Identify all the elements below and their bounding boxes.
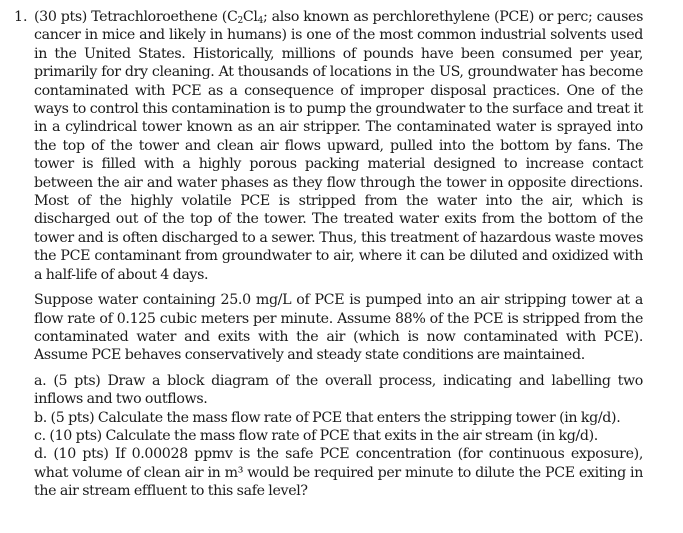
intro-text-rest: ; also known as perchlorethylene (PCE) or perc; causes cancer in mice and likely in humans) is one of the most common industrial solvents used in the United States. Historically, millions of pounds have been consumed per year, primarily for dry cleaning. At thousands of locations in the US, groundwater has become contaminated with PCE as a consequence of improper disposal practices. One of the ways to control this contamination is to pump the groundwater to the surface and treat it in a cylindrical tower known as an air stripper. The contaminated water is sprayed into the top of the tower and clean air flows upward, pulled into the bottom by fans. The tower is filled with a highly porous packing material designed to increase contact between the air and water phases as they flow through the tower in opposite directions. Most of the highly volatile PCE is stripped from the water into the air, which is discharged out of the top of the tower. The treated water exits from the bottom of the tower and is often discharged to a sewer. Thus, this treatment of hazardous waste moves the PCE contaminant from groundwater to air, where it can be diluted and oxidized with a half-life of about 4 days. <box>34 9 643 283</box>
formula-cl: Cl <box>242 9 258 25</box>
formula-c-subscript: 2 <box>237 16 243 26</box>
question-parts <box>34 372 643 501</box>
part-b: b. (5 pts) Calculate the mass flow rate of PCE that enters the stripping tower (in kg/d). <box>34 409 621 426</box>
formula-cl-subscript: 4 <box>257 16 263 26</box>
part-d: d. (10 pts) If 0.00028 ppmv is the safe PCE concentration (for continuous exposure), what volume of clean air in m³ would be required per minute to dilute the PCE exiting in the air stream effluent to this safe level? <box>34 446 643 500</box>
problem-number: 1. <box>14 9 28 25</box>
scenario-paragraph: Suppose water containing 25.0 mg/L of PCE is pumped into an air stripping tower at a flow rate of 0.125 cubic meters per minute. Assume 88% of the PCE is stripped from the contaminated water and exits with the air (which is now contaminated with PCE). Assume PCE behaves conservatively and steady state conditions are maintained. <box>34 292 643 364</box>
intro-paragraph <box>34 8 643 284</box>
problem-1 <box>0 8 643 501</box>
intro-text-start: (30 pts) Tetrachloroethene (C <box>34 9 238 25</box>
part-c: c. (10 pts) Calculate the mass flow rate of PCE that exits in the air stream (in kg/d). <box>34 427 598 444</box>
part-a: a. (5 pts) Draw a block diagram of the overall process, indicating and labelling two inflows and two outflows. <box>34 372 643 408</box>
